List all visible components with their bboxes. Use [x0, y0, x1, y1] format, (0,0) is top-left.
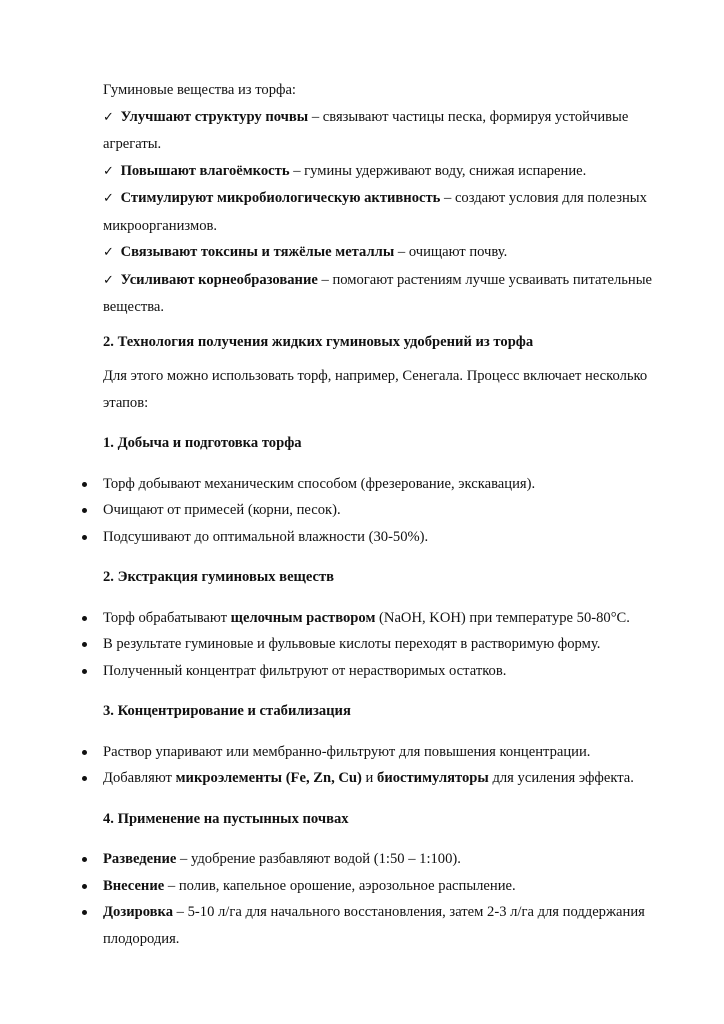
document-body: [103, 77, 663, 952]
bullet-icon: [82, 616, 87, 621]
bullet-icon: [82, 642, 87, 647]
check-icon: ✓: [103, 191, 114, 206]
step-list: [103, 471, 663, 551]
list-item: В результате гуминовые и фульвовые кислоты переходят в растворимую форму.: [103, 631, 663, 658]
bullet-icon: [82, 482, 87, 487]
bullet-icon: [82, 776, 87, 781]
step-heading: 1. Добыча и подготовка торфа: [103, 435, 302, 451]
intro-text: Гуминовые вещества из торфа:: [103, 82, 296, 98]
benefit-item: ✓ Связывают токсины и тяжёлые металлы – очищают почву.: [103, 244, 508, 260]
benefit-item: ✓ Усиливают корнеобразование – помогают растениям лучше усваивать питательные вещества.: [103, 271, 653, 315]
list-item: Дозировка – 5-10 л/га для начального восстановления, затем 2-3 л/га для поддержания плодородия.: [103, 899, 663, 952]
check-icon: ✓: [103, 163, 114, 179]
step-list: [103, 605, 663, 685]
check-icon: ✓: [103, 109, 114, 125]
check-icon: ✓: [103, 245, 114, 260]
list-item: Торф обрабатывают щелочным раствором (NaOH, KOH) при температуре 50-80°C.: [103, 605, 663, 632]
list-item: Полученный концентрат фильтруют от нерастворимых остатков.: [103, 658, 663, 685]
list-item: Подсушивают до оптимальной влажности (30-50%).: [103, 524, 663, 551]
list-item: Очищают от примесей (корни, песок).: [103, 497, 663, 524]
list-item: Внесение – полив, капельное орошение, аэрозольное распыление.: [103, 873, 663, 900]
step-heading: 4. Применение на пустынных почвах: [103, 810, 349, 827]
benefit-item: ✓ Стимулируют микробиологическую активность – создают условия для полезных микроорганизмов.: [103, 190, 647, 234]
benefit-item: ✓ Улучшают структуру почвы – связывают частицы песка, формируя устойчивые агрегаты.: [103, 108, 629, 152]
section-heading: 2. Технология получения жидких гуминовых удобрений из торфа: [103, 333, 534, 350]
benefit-item: ✓ Повышают влагоёмкость – гумины удерживают воду, снижая испарение.: [103, 162, 587, 179]
bullet-icon: [82, 750, 87, 755]
step-list: [103, 739, 663, 792]
list-item: Разведение – удобрение разбавляют водой (1:50 – 1:100).: [103, 846, 663, 873]
bullet-icon: [82, 535, 87, 540]
bullet-icon: [82, 669, 87, 674]
step-heading: 2. Экстракция гуминовых веществ: [103, 569, 335, 585]
step-list: [103, 846, 663, 952]
list-item: Торф добывают механическим способом (фрезерование, экскавация).: [103, 471, 663, 498]
bullet-icon: [82, 910, 87, 915]
bullet-icon: [82, 884, 87, 889]
bullet-icon: [82, 508, 87, 513]
step-heading: 3. Концентрирование и стабилизация: [103, 703, 351, 719]
section-intro: Для этого можно использовать торф, например, Сенегала. Процесс включает несколько этапов:: [103, 368, 648, 411]
list-item: Раствор упаривают или мембранно-фильтруют для повышения концентрации.: [103, 739, 663, 766]
check-icon: ✓: [103, 272, 114, 288]
list-item: Добавляют микроэлементы (Fe, Zn, Cu) и биостимуляторы для усиления эффекта.: [103, 765, 663, 792]
bullet-icon: [82, 857, 87, 862]
